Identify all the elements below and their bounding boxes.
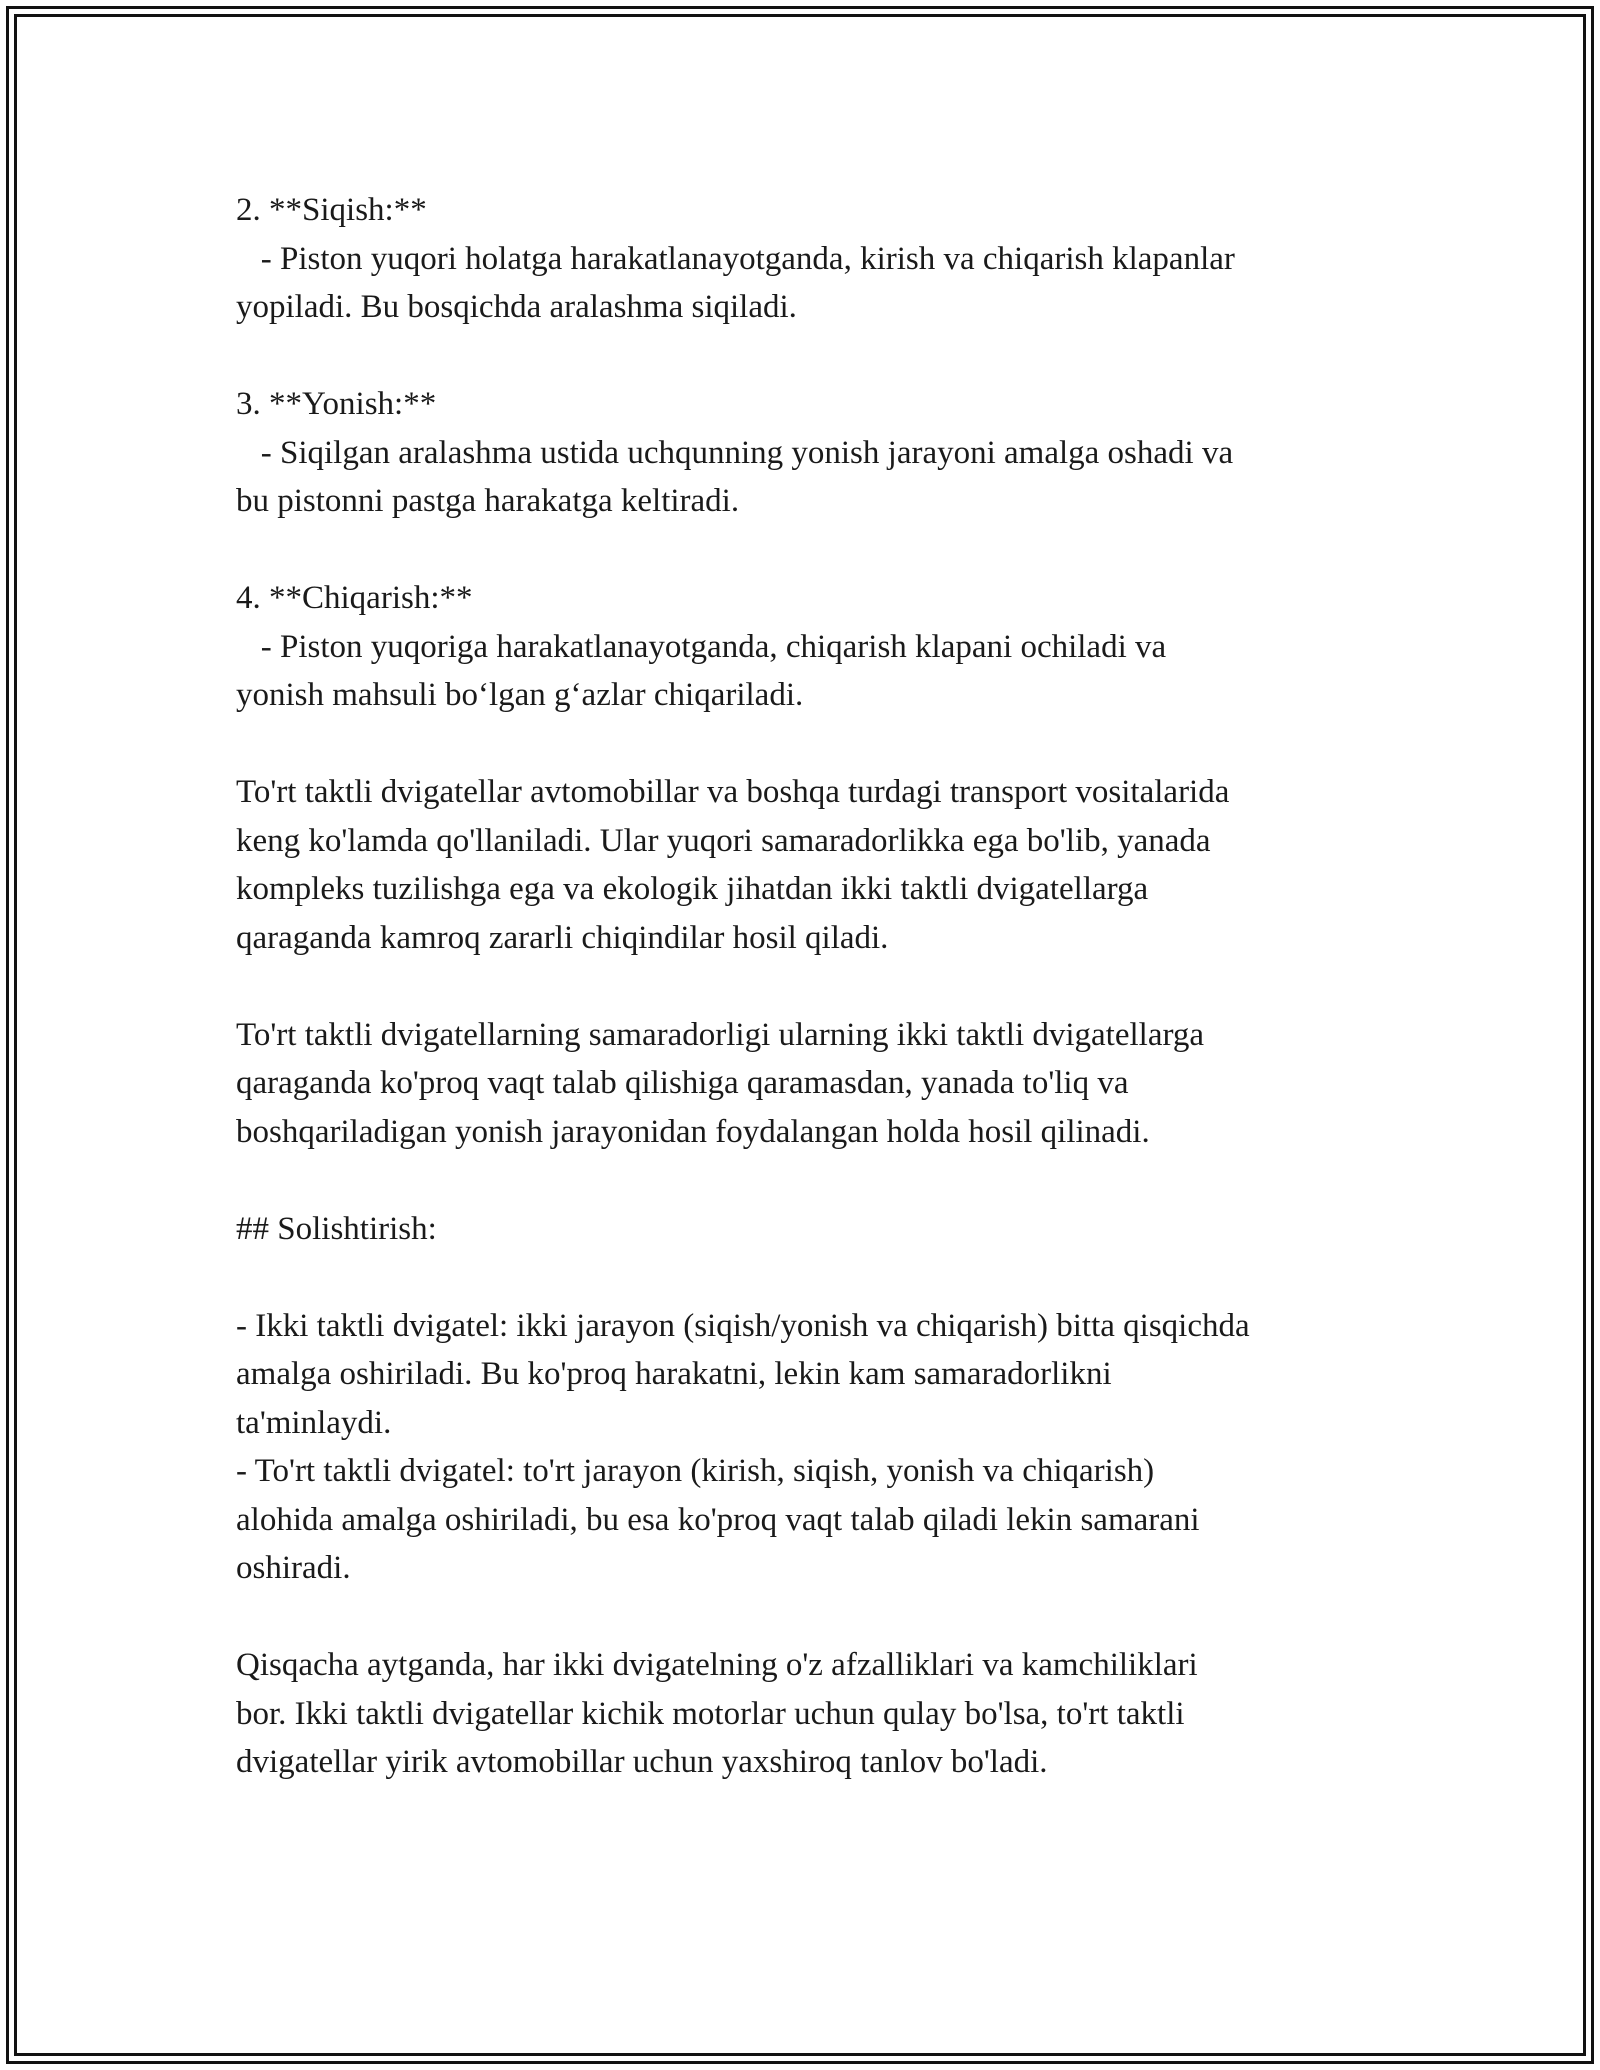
- document-body: [236, 186, 1376, 1787]
- text-line: boshqariladigan yonish jarayonidan foydalangan holda hosil qilinadi.: [236, 1113, 1150, 1150]
- text-line: 3. **Yonish:**: [236, 386, 437, 422]
- blank-line: [236, 962, 1376, 1011]
- text-line: qaraganda ko'proq vaqt talab qilishiga qaramasdan, yanada to'liq va: [236, 1065, 1129, 1101]
- text-line: amalga oshiriladi. Bu ko'proq harakatni, lekin kam samaradorlikni: [236, 1356, 1112, 1392]
- text-line: ## Solishtirish:: [236, 1210, 437, 1247]
- text-line: - Piston yuqoriga harakatlanayotganda, chiqarish klapani ochiladi va: [236, 628, 1167, 665]
- text-line: 4. **Chiqarish:**: [236, 580, 473, 616]
- blank-line: [236, 720, 1376, 769]
- text-line: yonish mahsuli bo‘lgan g‘azlar chiqariladi.: [236, 677, 804, 713]
- text-line: - Ikki taktli dvigatel: ikki jarayon (siqish/yonish va chiqarish) bitta qisqichda: [236, 1307, 1250, 1344]
- text-line: ta'minlaydi.: [236, 1404, 392, 1441]
- text-line: keng ko'lamda qo'llaniladi. Ular yuqori samaradorlikka ega bo'lib, yanada: [236, 822, 1211, 859]
- text-line: To'rt taktli dvigatellar avtomobillar va boshqa turdagi transport vositalarida: [236, 774, 1230, 810]
- text-line: oshiradi.: [236, 1550, 351, 1586]
- text-line: yopiladi. Bu bosqichda aralashma siqiladi.: [236, 289, 797, 325]
- text-line: - Piston yuqori holatga harakatlanayotganda, kirish va chiqarish klapanlar: [236, 240, 1235, 277]
- text-line: 2. **Siqish:**: [236, 192, 427, 228]
- text-line: alohida amalga oshiriladi, bu esa ko'proq vaqt talab qiladi lekin samarani: [236, 1501, 1200, 1538]
- text-line: Qisqacha aytganda, har ikki dvigatelning o'z afzalliklari va kamchiliklari: [236, 1647, 1198, 1683]
- text-line: bor. Ikki taktli dvigatellar kichik motorlar uchun qulay bo'lsa, to'rt taktli: [236, 1695, 1185, 1732]
- text-line: bu pistonni pastga harakatga keltiradi.: [236, 483, 740, 519]
- blank-line: [236, 1156, 1376, 1205]
- blank-line: [236, 526, 1376, 575]
- text-line: qaraganda kamroq zararli chiqindilar hosil qiladi.: [236, 919, 889, 956]
- text-line: dvigatellar yirik avtomobillar uchun yaxshiroq tanlov bo'ladi.: [236, 1744, 1048, 1780]
- blank-line: [236, 332, 1376, 381]
- blank-line: [236, 1253, 1376, 1302]
- text-line: kompleks tuzilishga ega va ekologik jihatdan ikki taktli dvigatellarga: [236, 871, 1149, 907]
- text-line: To'rt taktli dvigatellarning samaradorligi ularning ikki taktli dvigatellarga: [236, 1016, 1205, 1053]
- text-line: - To'rt taktli dvigatel: to'rt jarayon (kirish, siqish, yonish va chiqarish): [236, 1453, 1155, 1489]
- text-line: - Siqilgan aralashma ustida uchqunning yonish jarayoni amalga oshadi va: [236, 434, 1234, 471]
- blank-line: [236, 1593, 1376, 1642]
